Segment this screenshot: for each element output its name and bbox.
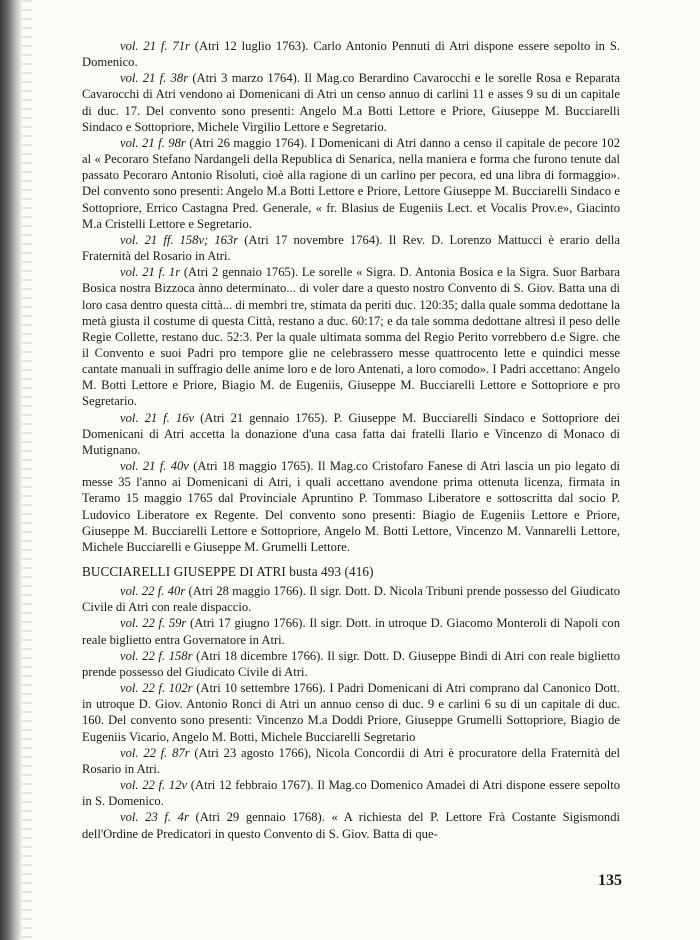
- archive-entry: [82, 648, 620, 680]
- entry-text: (Atri 10 settembre 1766). I Padri Domenicani di Atri comprano dal Canonico Dott. in utroque D. Giov. Antonio Ronci di Atri un annuo censo di duc. 9 e carlini 6 su di un capitale di duc. 160. Del convento sono presenti: Vincenzo M.a Doddi Priore, Giuseppe Grumelli Sottopriore, Biagio de Eugeniis Vicario, Angelo M. Botti, Michele Bucciarelli Segretario: [82, 681, 620, 744]
- archive-entry: [82, 232, 620, 264]
- entry-text: (Atri 21 gennaio 1765). P. Giuseppe M. Bucciarelli Sindaco e Sottopriore dei Domenicani di Atri accetta la donazione d'una casa fatta dai fratelli Ilario e Vincenzo di Monaco di Mutignano.: [82, 410, 620, 457]
- entry-reference: vol. 21 f. 16v: [120, 410, 195, 425]
- entry-reference: vol. 21 f. 71r: [120, 39, 190, 53]
- entry-text: (Atri 12 febbraio 1767). Il Mag.co Domenico Amadei di Atri dispone essere sepolto in S. Domenico.: [82, 778, 620, 809]
- entry-reference: vol. 21 f. 38r: [120, 71, 189, 86]
- entry-text: (Atri 3 marzo 1764). Il Mag.co Berardino Cavarocchi e le sorelle Rosa e Reparata Cavarocchi di Atri vendono ai Domenicani di Atri un censo annuo di carlini 11 e asses 9 su di un capitale di duc. 17. Del convento sono presenti: Angelo M.a Botti Lettore e Priore, Giuseppe M. Bucciarelli Sindaco e Sottopriore, Michele Virgilio Lettore e Segretario.: [82, 71, 620, 134]
- archive-entry: [82, 135, 620, 232]
- entry-text: (Atri 26 maggio 1764). I Domenicani di Atri danno a censo il capitale de pecore 102 al « Pecoraro Stefano Nardangeli della Republica di Senarica, nella maniera e forma che furono tenute dal passato Pecoraro Antonio Risoluti, cioè alla ragione di un carlino per pecora, ed una libra di formaggio». Del convento sono presenti: Angelo M.a Botti Lettore e Priore, Lettore Giuseppe M. Bucciarelli Sindaco e Sottopriore, Errico Castagna Pred. Generale, « fr. Blasius de Eugeniis Lect. et Vocalis Prov.e», Giacinto M.a Cristelli Lettore e Segretario.: [82, 135, 620, 231]
- archive-entry: [82, 583, 620, 615]
- archive-entry: [82, 809, 620, 841]
- book-binding-edge: [0, 0, 22, 940]
- page-number: 135: [598, 872, 622, 889]
- archive-entry: [82, 745, 620, 777]
- entry-reference: vol. 22 f. 87r: [120, 745, 190, 760]
- entries-part1: [82, 38, 620, 555]
- entry-text: (Atri 18 maggio 1765). Il Mag.co Cristofaro Fanese di Atri lascia un pio legato di messe 35 l'anno ai Domenicani di Atri, i quali accettano avendone prima ottenuta licenza, firmata in Teramo 15 maggio 1765 dal Provinciale Apruntino P. Tommaso Liberatore e sottoscritta dal socio P. Ludovico Liberatore ex Regente. Del convento sono presenti: Biagio de Eugeniis Lettore e Priore, Giuseppe M. Bucciarelli Lettore e Sottopriore, Angelo M. Botti Lettore, Vincenzo M. Vannarelli Lettore, Michele Bucciarelli e Giuseppe M. Grumelli Lettore.: [82, 459, 621, 554]
- entry-text: (Atri 18 dicembre 1766). Il sigr. Dott. D. Giuseppe Bindi di Atri con reale biglietto prende possesso del Giudicato Civile di Atri.: [82, 648, 620, 679]
- archive-entry: [82, 410, 620, 458]
- entry-reference: vol. 22 f. 40r: [120, 584, 186, 599]
- archive-entry: [82, 264, 620, 409]
- entry-reference: vol. 21 f. 1r: [120, 265, 181, 280]
- document-page: [82, 38, 620, 842]
- entry-text: (Atri 17 giugno 1766). Il sigr. Dott. in utroque D. Giacomo Monteroli di Napoli con reale biglietto entra Governatore in Atri.: [82, 616, 621, 647]
- section-heading: BUCCIARELLI GIUSEPPE DI ATRI busta 493 (416): [82, 564, 374, 579]
- entry-text: (Atri 12 luglio 1763). Carlo Antonio Pennuti di Atri dispone essere sepolto in S. Domenico.: [82, 39, 620, 70]
- entry-reference: vol. 22 f. 102r: [120, 681, 193, 696]
- entry-text: (Atri 29 gennaio 1768). « A richiesta del P. Lettore Frà Costante Sigismondi dell'Ordine de Predicatori in questo Convento di S. Giov. Batta di que-: [82, 810, 620, 841]
- entry-text: (Atri 2 gennaio 1765). Le sorelle « Sigra. D. Antonia Bosica e la Sigra. Suor Barbara Bosica nostra Bizzoca ànno determinato... di voler dare a questo nostro Convento di S. Giov. Batta una di loro casa dentro questa città... di membri tre, stimata da periti duc. 120:35; dalla quale somma dedottane la metà giusta il costume di questa Città, restano a duc. 60:17; e da tale somma dedottane altresì il peso delle Regie Collette, restano duc. 52:3. Per la quale ultimata somma del Regio Perito vorrebbero d.e Sigre. che il Convento e suoi Padri pro tempore glie ne celebrassero messe quattrocento lette e quindici messe cantate manuali in suffragio delle anime loro e de loro Antenati, a loro comodo». I Padri accettano: Angelo M. Botti Lettore e Priore, Biagio M. de Eugeniis, Giuseppe M. Bucciarelli Lettore e Sottopriore e pro Segretario.: [82, 265, 620, 409]
- entry-reference: vol. 22 f. 12v: [120, 778, 188, 793]
- entry-text: (Atri 28 maggio 1766). Il sigr. Dott. D. Nicola Tribuni prende possesso del Giudicato Civile di Atri con reale dispaccio.: [82, 584, 620, 615]
- entry-reference: vol. 21 ff. 158v; 163r: [120, 232, 239, 247]
- entry-reference: vol. 23 f. 4r: [120, 810, 189, 825]
- entry-reference: vol. 22 f. 158r: [120, 648, 193, 663]
- archive-entry: [82, 615, 620, 647]
- entry-text: (Atri 23 agosto 1766), Nicola Concordii di Atri è procuratore della Fraternità del Rosario in Atri.: [82, 745, 620, 776]
- entry-reference: vol. 21 f. 98r: [120, 135, 186, 150]
- archive-entry: [82, 70, 620, 135]
- entry-reference: vol. 22 f. 59r: [120, 616, 187, 631]
- archive-entry: [82, 777, 620, 809]
- archive-entry: [82, 680, 620, 745]
- archive-entry: [82, 38, 620, 70]
- entries-part2: [82, 583, 620, 842]
- entry-reference: vol. 21 f. 40v: [120, 459, 189, 474]
- archive-entry: [82, 458, 620, 555]
- entry-text: (Atri 17 novembre 1764). Il Rev. D. Lorenzo Mattucci è erario della Fraternità del Rosario in Atri.: [82, 232, 620, 264]
